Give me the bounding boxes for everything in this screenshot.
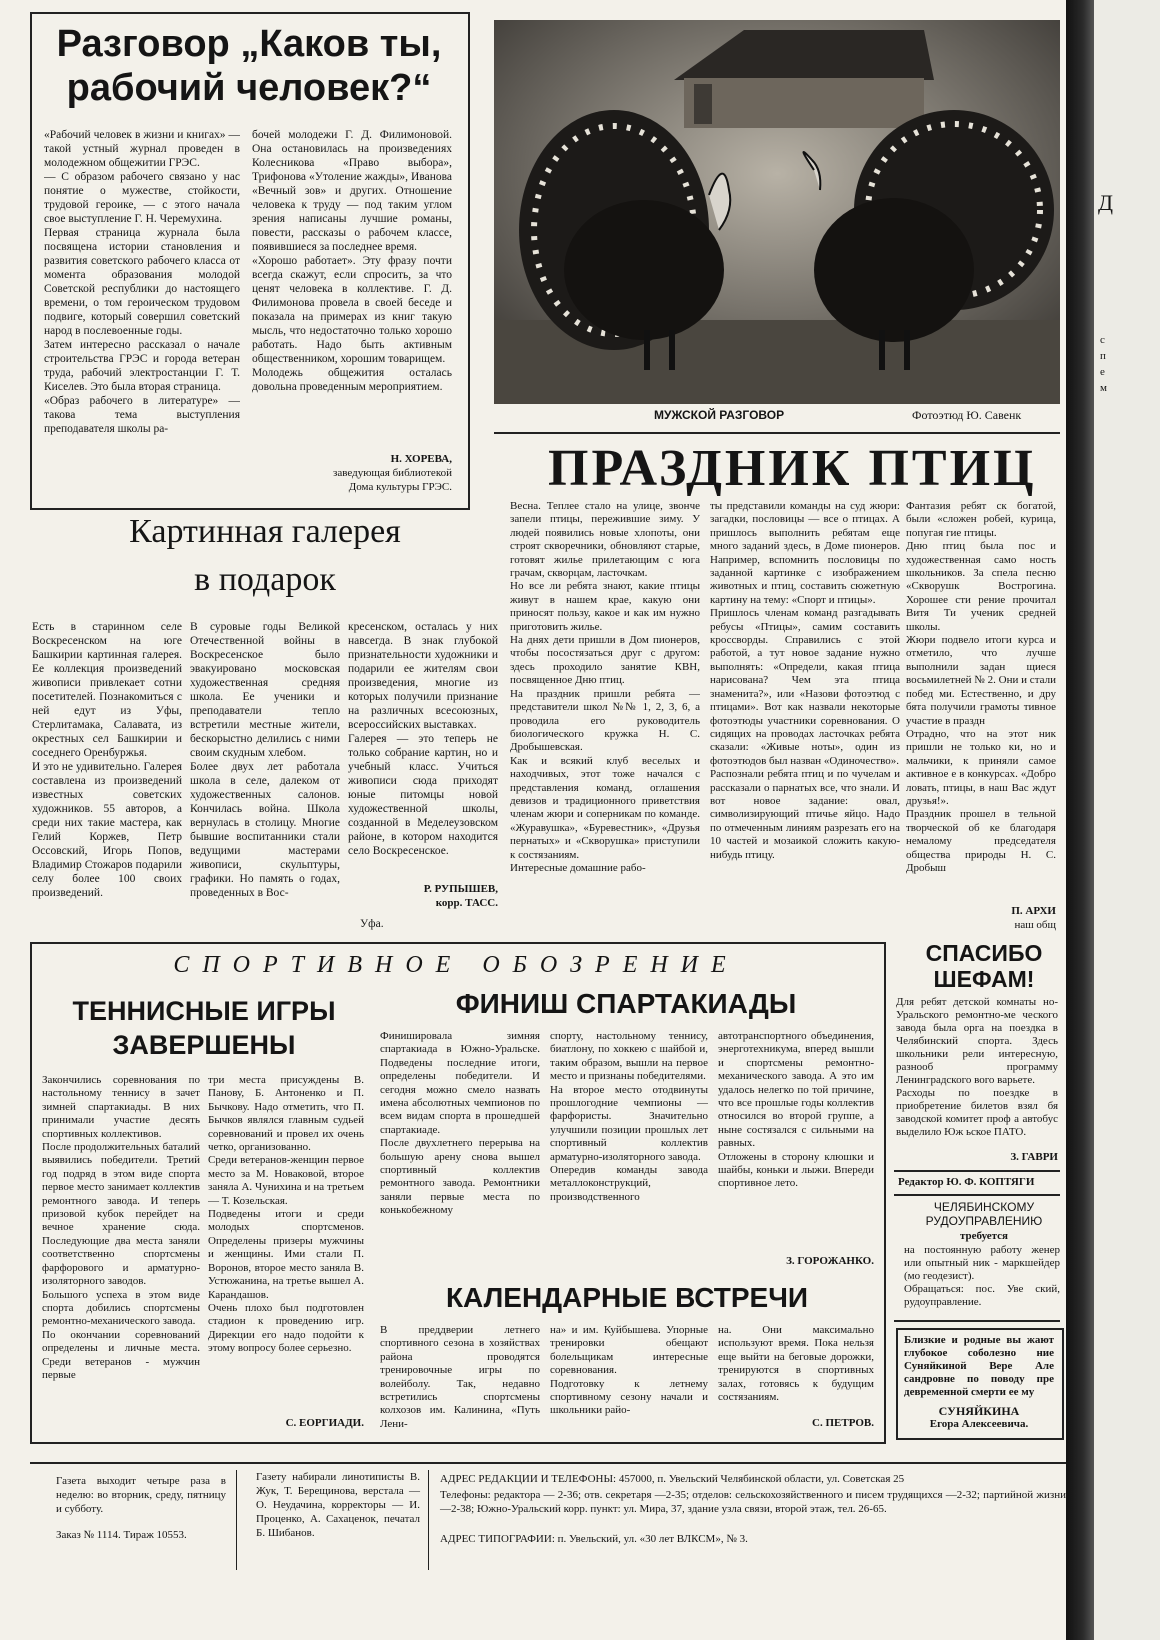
footer-staff: Газету набирали линотиписты В. Жук, Т. Берещинова, верстала — О. Неудачина, корректоры — И. Проценко, А. Сахаценок, печатал Б. Шибанов. <box>256 1471 420 1539</box>
finish-col2: спорту, настольному теннису, биатлону, по хоккею с шайбой и, таким образом, вышли на первое место и признаны победителями. На второе место отодвинуты прошлогодние чемпионы — фарфористы. Значительно улучшили позиции прошлых лет спортивный коллектив арматурно-изоляторного завода. Опередив команды завода металлоконструкций, производственного <box>550 1030 708 1203</box>
adjacent-page-letter-5: м <box>1100 382 1107 394</box>
bird-day-author: П. АРХИ <box>1011 905 1056 917</box>
calendar-author: С. ПЕТРОВ. <box>812 1417 874 1429</box>
gallery-place: Уфа. <box>360 918 384 930</box>
finish-author: З. ГОРОЖАНКО. <box>786 1255 874 1267</box>
finish-title: ФИНИШ СПАРТАКИАДЫ <box>455 988 797 1019</box>
tennis-author: С. ЕОРГИАДИ. <box>285 1417 364 1429</box>
thanks-title: СПАСИБО ШЕФАМ! <box>925 940 1043 992</box>
tennis-col1: Закончились соревнования по настольному теннису в зачет зимней спартакиады. В них принимали участие десять спортивных коллективов. После продолжительных баталий выявились победители. Третий год подряд в этом виде спорта первое место занимает коллектив ремонтного завода. И теперь призовой кубок перейдет на вечное хранение сюда. Последующие два места заняли соответственно спортсмены фарфорового и арматурно-изоляторного заводов. Большого успеха в этом виде спорта добились спортсмены ремонтно-механического завода. По окончании соревнований определены и личные места. Среди ветеранов - мужчин первые <box>42 1074 200 1381</box>
tennis-title: ТЕННИСНЫЕ ИГРЫ ЗАВЕРШЕНЫ <box>72 996 336 1060</box>
ad-rule <box>894 1320 1060 1322</box>
footer-frequency: Газета выходит четыре раза в неделю: во вторник, среду, пятницу и субботу. <box>56 1475 226 1515</box>
thanks-rule <box>894 1170 1060 1172</box>
adjacent-page-letter-4: е <box>1100 366 1105 378</box>
photo-credit: Фотоэтюд Ю. Савенк <box>912 408 1022 422</box>
footer-printing: АДРЕС ТИПОГРАФИИ: п. Увельский, ул. «30 лет ВЛКСМ», № 3. <box>440 1533 748 1545</box>
turkeys-photo <box>494 20 1060 404</box>
adjacent-page-letter-1: Д <box>1098 190 1114 215</box>
gallery-title-line1: Картинная галерея <box>129 513 401 550</box>
calendar-title: КАЛЕНДАРНЫЕ ВСТРЕЧИ <box>445 1282 809 1313</box>
turkeys-illustration <box>494 20 1060 404</box>
condolence-name2: Егора Алексеевича. <box>929 1418 1029 1430</box>
bird-day-col3: Фантазия ребят ск богатой, были «сложен робей, курица, попугая гие птицы. Дню птиц была пос и художественная само ность школьников. За спела песню «Скворушк Вострогина. Хорошее сти рение прочитал Витя Ти ученик средней школы. Жюри подвело итоги курса и отметило, что лучше выполнили задан щиеся восьмилетней № 2. Они и стали побед ми. Естественно, и дру бята получили грамоты тивное участие в праздн Отрадно, что на этот ник пришли не только ки, но и мальчики, к приняли самое активное е в конкурсах. «Добро ловать, птицы, в наш Вас ждут друзья!». Праздник прошел в тельной творческой об ке благодаря немалому председателя общества природы Н. С. Дробыш <box>906 500 1056 874</box>
footer-address-title: АДРЕС РЕДАКЦИИ И ТЕЛЕФОНЫ: 457000, п. Увельский Челябинской области, ул. Советская 25 <box>440 1473 905 1485</box>
gallery-author: Р. РУПЫШЕВ, корр. ТАСС. <box>423 883 498 909</box>
ad-text: на постоянную работу женер или опытный ник - маркшейдер (мо геодезист). Обращаться: пос. Уве ский, рудоуправление. <box>904 1244 1060 1308</box>
bird-day-col1: Весна. Теплее стало на улице, звонче запели птицы, пережившие зиму. У людей появились новые хлопоты, они строят скворечники, обновляют старые, готовят жилье прилетающим с юга грачам, скворцам, ласточкам. Но все ли ребята знают, какие птицы живут в нашем крае, какую они приносят пользу, какое и как им нужно приготовить жилье. На днях дети пришли в Дом пионеров, чтобы посостязаться друг с другом: здесь проходило занятие КВН, посвященное Дню птиц. На праздник пришли ребята — представители школ №№ 1, 2, 3, 6, а проводила его руководитель биологического кружка Н. С. Дробышевская. Как и всякий клуб веселых и находчивых, этот тоже начался с представления команд, оглашения девизов и традиционного приветствия членам жюри и соперникам по команде. «Журавушка», «Буревестник», «Друзья пернатых» и «Скворушка» приступили к состязаниям. Интересные домашние рабо- <box>510 500 700 874</box>
finish-col3: автотранспортного объединения, энерготехникума, вперед вышли и спортсмены ремонтно-механического завода. А это им удалось нелегко по той причине, что все прошлые годы коллектив относился во второй группе, а ныне состязался с сильными на равных. Отложены в сторону клюшки и шайбы, коньки и лыжи. Впереди спортивное лето. <box>718 1030 874 1190</box>
adjacent-page-strip <box>1094 0 1160 1640</box>
footer-phones: Телефоны: редактора — 2-36; отв. секретаря —2-35; отделов: сельскохозяйственного и писем трудящихся —2-32; партийной жизни—2-38; Южно-Уральский корр. пункт: ул. Мира, 37, здание узла связи, второй этаж, тел. 26-65. <box>440 1489 1066 1515</box>
adjacent-page-letter-2: с <box>1100 334 1105 346</box>
condolence-text: Близкие и родные вы жают глубокое соболезно ние Суняйкиной Вере Але сандровне по поводу пре девременной смерти ее му <box>904 1334 1054 1398</box>
calendar-col3: на. Они максимально используют время. Пока нельзя еще выйти на беговые дорожки, тренируются в спортивных залах, готовясь к будущим состязаниям. <box>718 1324 874 1404</box>
bird-day-title: ПРАЗДНИК ПТИЦ <box>548 440 1037 497</box>
ad-org: ЧЕЛЯБИНСКОМУ РУДОУПРАВЛЕНИЮ <box>925 1200 1043 1228</box>
thanks-text: Для ребят детской комнаты но-Уральского ремонтно-ме ческого завода была орга на поездка в Челябинский спорта. Здесь школьники рели интересную, разнооб программу Ленинградского вого варьете. Расходы по поездке в приобретение билетов взял бя заводской комитет проф а автобус выделило Юж ьское ПАТО. <box>896 996 1058 1138</box>
sports-banner: СПОРТИВНОЕ ОБОЗРЕНИЕ <box>173 952 739 978</box>
article-conversation-col1: «Рабочий человек в жизни и книгах» — такой устный журнал проведен в молодежном общежитии ГРЭС. — С образом рабочего связано у нас понятие о мужестве, стойкости, трудовой героике, — с этого начала свое выступление Г. Н. Черемухина. Первая страница журнала была посвящена истории становления и развития советского рабочего класса от момента образования молодой Советской республики до настоящего времени, о том героическом трудовом подвиге, который совершил советский народ в послевоенные годы. Затем интересно рассказал о начале строительства ГРЭС и города ветеран труда, рабочий электростанции Г. Т. Киселев. Это была вторая страница. «Образ рабочего в литературе» — такова тема выступления преподавателя школы ра- <box>44 129 240 435</box>
gallery-col1: Есть в старинном селе Воскресенском на юге Башкирии картинная галерея. Ее коллекция произведений живописи привлекает сотни посетителей. Познакомиться с ней едут из Уфы, Стерлитамака, Салавата, из окрестных сел Башкирии и соседнего Оренбуржья. И это не удивительно. Галерея составлена из произведений известных советских художников. 55 авторов, а среди них такие мастера, как Гелий Коржев, Петр Оссовский, Игорь Попов, Владимир Стожаров подарили селу более 100 своих произведений. <box>32 621 182 899</box>
calendar-col1: В преддверии летнего спортивного сезона в хозяйствах района проводятся тренировочные игры по волейболу. Так, недавно встретились спортсмены колхозов им. Калинина, «Путь Лени- <box>380 1324 540 1430</box>
article-conversation-author-role: заведующая библиотекой Дома культуры ГРЭС. <box>333 467 452 493</box>
thanks-author: З. ГАВРИ <box>1010 1151 1058 1163</box>
editor-rule <box>894 1194 1060 1196</box>
gallery-col3: кресенском, осталась у них навсегда. В знак глубокой признательности художники и подарили ее жителям свои произведения, многие из которых получили признание на различных всесоюзных, всероссийских выставках. Галерея — это теперь не только собрание картин, но и учебный класс. Учиться живописи сюда приходят юные питомцы новой художественной школы, созданной в Меделеузовском районе, в котором находится село Воскресенское. <box>348 621 498 857</box>
bird-day-place: наш общ <box>1014 919 1056 931</box>
article-conversation-col2: бочей молодежи Г. Д. Филимоновой. Она остановилась на произведениях Колесникова «Право выбора», Трифонова «Утоление жажды», Иванова «Вечный зов» и других. Отношение человека к труду — под таким углом зрения написаны лучшие романы, повести, рассказы о рабочем классе, появившиеся за последнее время. «Хорошо работает». Эту фразу почти всегда скажут, если спросить, за что ценят человека в коллективе. Г. Д. Филимонова провела в своей беседе и показала на примерах из книг такую мысль, что недостаточно только хорошо работать. Надо быть активным общественником, хорошим товарищем. Молодежь общежития осталась довольна проведенным мероприятием. <box>252 129 452 393</box>
tennis-col2: три места присуждены В. Панову, Б. Антоненко и П. Бычкову. Надо отметить, что П. Бычков являлся главным судьей соревнований и провел их очень четко, организованно. Среди ветеранов-женщин первое место за М. Новаковой, второе заняла А. Чунихина и на третьем — Т. Козельская. Подведены итоги и среди молодых спортсменов. Определены призеры мужчины и женщины. Ими стали П. Воронов, второе место заняла В. Устюжанина, на третье вышел А. Карандашов. Очень плохо был подготовлен стадион к проведению игр. Дирекции его надо подойти к этому вопросу более серьезно. <box>208 1074 364 1355</box>
condolence-name: СУНЯЙКИНА <box>938 1404 1020 1418</box>
gallery-col2: В суровые годы Великой Отечественной войны в Воскресенское было эвакуировано московская художественная средняя школа. Ее ученики и преподаватели тепло встретили местные жители, бескорыстно делились с ними своим скудным хлебом. Более двух лет работала школа в селе, далеком от художественных салонов. Кончилась война. Школа вернулась в столицу. Многие бывшие воспитанники стали ведущими мастерами живописи, скульптуры, графики. Но память о годах, проведенных в Вос- <box>190 621 340 899</box>
finish-col1: Финишировала зимняя спартакиада в Южно-Уральске. Подведены последние итоги, определены победители. И сегодня можно смело назвать имена абсолютных чемпионов по всем видам спорта в прошедшей спартакиаде. После двухлетнего перерыва на большую арену снова вышел спортивный коллектив ремонтного завода. Ремонтники заняли первые места по конькобежному <box>380 1030 540 1217</box>
footer-divider-2 <box>428 1470 429 1570</box>
ad-required: требуется <box>959 1230 1009 1242</box>
article-conversation-author: Н. ХОРЕВА, <box>390 453 452 465</box>
footer-rule-top <box>30 1462 1070 1464</box>
editor-line: Редактор Ю. Ф. КОПТЯГИ <box>898 1176 1035 1188</box>
page-fold-shadow <box>1066 0 1094 1640</box>
photo-caption: МУЖСКОЙ РАЗГОВОР <box>654 408 785 422</box>
adjacent-page-letter-3: п <box>1100 350 1106 362</box>
footer-order: Заказ № 1114. Тираж 10553. <box>56 1529 187 1541</box>
photo-rule <box>494 432 1060 434</box>
article-conversation-title: Разговор „Каков ты, рабочий человек?“ <box>56 23 442 109</box>
bird-day-col2: ты представили команды на суд жюри: загадки, пословицы — все о птицах. А пришлось выполнить ребятам еще много заданий здесь, в Доме пионеров. Например, вспомнить пословицы по заданной картинке с изображением животных и птиц, составить сюжетную картину на тему: «Спорт и птицы». Пришлось членам команд разгадывать ребусы «Птицы», самим составить кроссворды. Справились с этой работой, а тут новое задание нужно выполнять: «Определи, какая птица нарисована? Чем эта птица знаменита?», или «Назови фотоэтюд с птицами». Вот как назвали некоторые фотоэтюды участники соревнования. О сидящих на проводах ласточках ребята сказали: «Живые ноты», один из фотоэтюдов был назван «Одиночество». Распознали ребята птиц и по чучелам и рассказали о парнатых все, что знали. И вот новое задание: овал, символизирующий птичье яйцо. Надо по отмеченным линиям разрезать его на 10 частей и мозаикой сложить какую-нибудь птицу. <box>710 500 900 861</box>
gallery-title-line2: в подарок <box>194 561 336 598</box>
calendar-col2: на» и им. Куйбышева. Упорные тренировки обещают болельщикам интересные соревнования. Подготовку к летнему спортивному сезону начали и школьники райо- <box>550 1324 708 1417</box>
footer-divider-1 <box>236 1470 237 1570</box>
